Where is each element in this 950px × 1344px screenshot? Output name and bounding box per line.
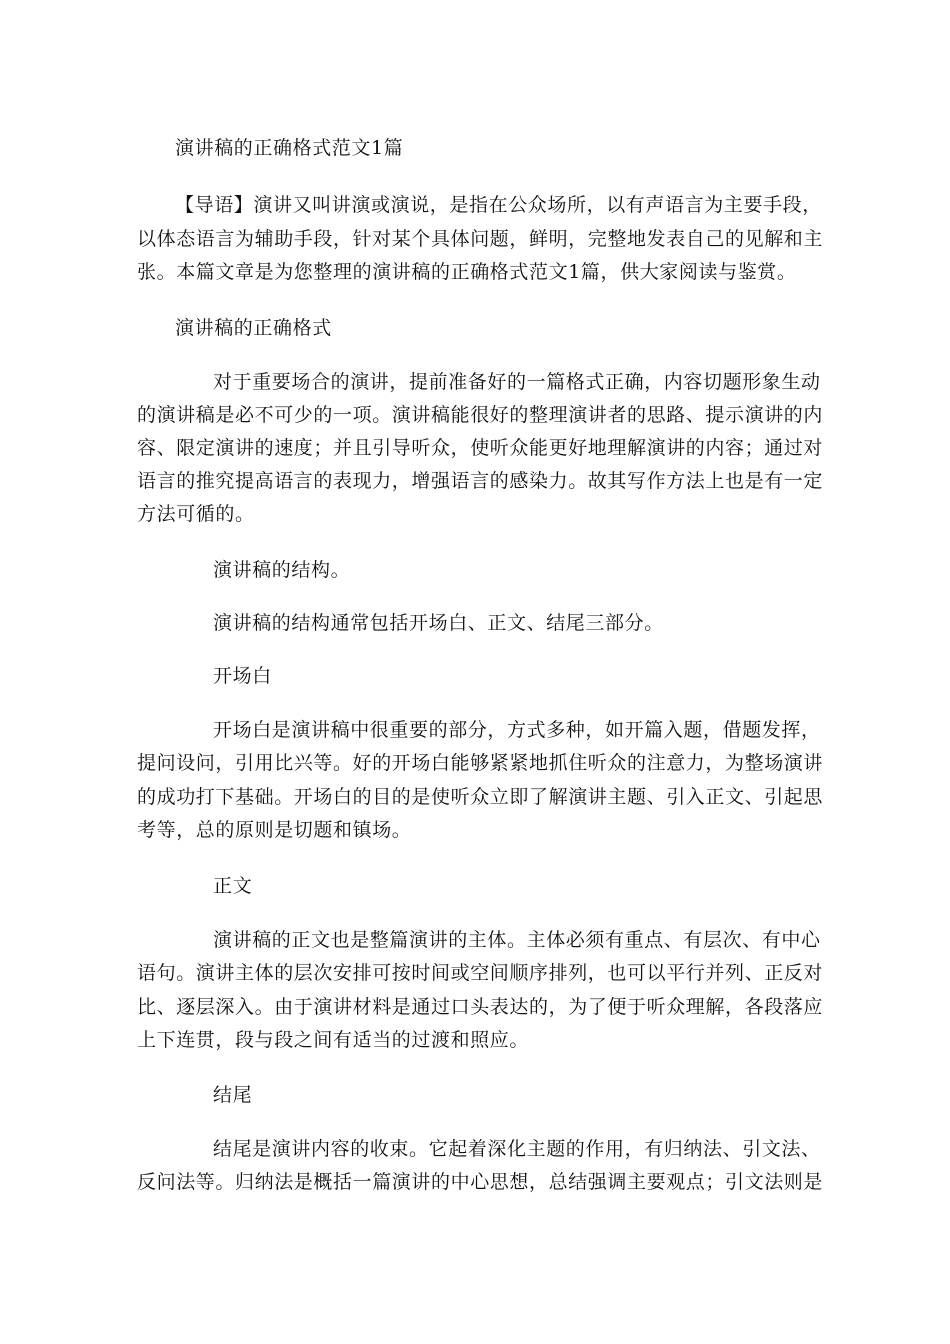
intro-line-1: 【导语】演讲又叫讲演或演说，是指在公众场所，以有声语言为主要手段， [175, 194, 822, 216]
section-heading: 演讲稿的正确格式 [175, 317, 332, 339]
opening-line-2: 提问设问，引用比兴等。好的开场白能够紧紧地抓住听众的注意力，为整场演讲 [137, 752, 824, 774]
body-line-2: 语句。演讲主体的层次安排可按时间或空间顺序排列，也可以平行并列、正反对 [137, 962, 824, 984]
structure-heading: 演讲稿的结构。 [213, 559, 351, 581]
opening-heading: 开场白 [213, 665, 272, 687]
opening-line-3: 的成功打下基础。开场白的目的是使听众立即了解演讲主题、引入正文、引起思 [137, 786, 824, 808]
body-line-3: 比、逐层深入。由于演讲材料是通过口头表达的，为了便于听众理解，各段落应 [137, 996, 824, 1018]
body-heading: 正文 [213, 875, 253, 897]
para1-line-3: 容、限定演讲的速度；并且引导听众，使听众能更好地理解演讲的内容；通过对 [137, 437, 824, 459]
para1-line-2: 的演讲稿是必不可少的一项。演讲稿能很好的整理演讲者的思路、提示演讲的内 [137, 404, 824, 426]
para1-line-4: 语言的推究提高语言的表现力，增强语言的感染力。故其写作方法上也是有一定 [137, 470, 824, 492]
opening-line-4: 考等，总的原则是切题和镇场。 [137, 819, 412, 841]
ending-heading: 结尾 [213, 1084, 253, 1106]
intro-line-2: 以体态语言为辅助手段，针对某个具体问题，鲜明，完整地发表自己的见解和主 [137, 228, 824, 250]
structure-text: 演讲稿的结构通常包括开场白、正文、结尾三部分。 [213, 612, 664, 634]
para1-line-1: 对于重要场合的演讲，提前准备好的一篇格式正确，内容切题形象生动 [213, 371, 821, 393]
document-title: 演讲稿的正确格式范文1篇 [175, 137, 404, 159]
body-line-4: 上下连贯，段与段之间有适当的过渡和照应。 [137, 1029, 530, 1051]
ending-line-1: 结尾是演讲内容的收束。它起着深化主题的作用，有归纳法、引文法、 [213, 1138, 821, 1160]
intro-line-3: 张。本篇文章是为您整理的演讲稿的正确格式范文1篇，供大家阅读与鉴赏。 [137, 261, 797, 283]
para1-line-5: 方法可循的。 [137, 503, 255, 525]
opening-line-1: 开场白是演讲稿中很重要的部分，方式多种，如开篇入题，借题发挥， [213, 719, 821, 741]
body-line-1: 演讲稿的正文也是整篇演讲的主体。主体必须有重点、有层次、有中心 [213, 929, 821, 951]
ending-line-2: 反问法等。归纳法是概括一篇演讲的中心思想，总结强调主要观点；引文法则是 [137, 1171, 824, 1193]
